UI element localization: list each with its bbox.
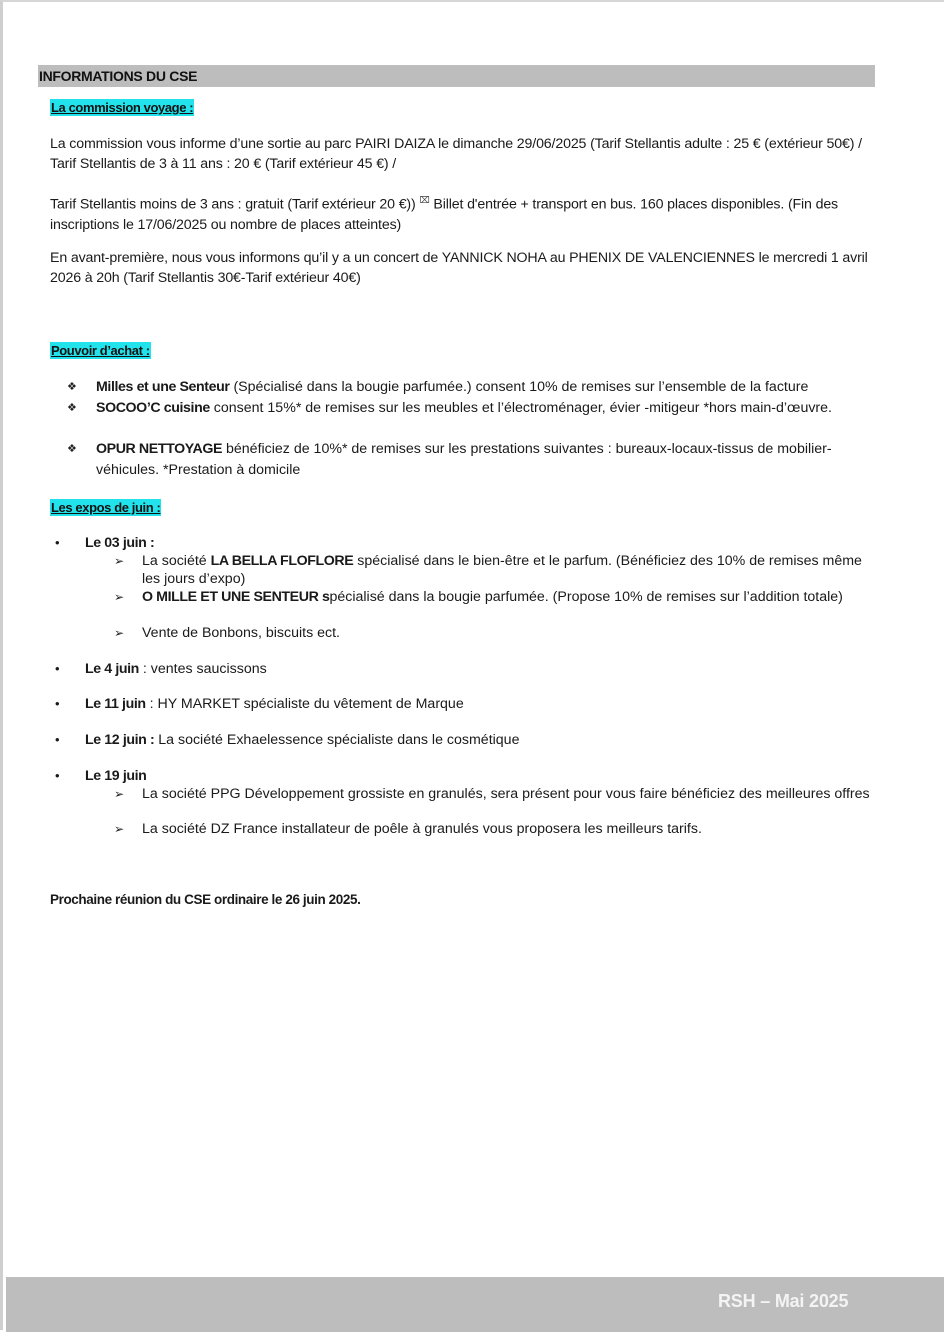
arrow-bullet-icon: ➢ [114,554,125,568]
merchant-offer: consent 15%* de remises sur les meubles et l’électroménager, évier -mitigeur *hors main-d’œuvre. [209,400,832,416]
voyage-paragraph-2-text: Tarif Stellantis moins de 3 ans : gratuit (Tarif extérieur 20 €)) [50,196,416,213]
header-band [38,65,875,87]
section-title-expos: Les expos de juin : [51,500,161,515]
section-title-voyage: La commission voyage : [51,100,194,115]
diamond-bullet-icon: ❖ [67,402,77,414]
expo-description: : ventes saucissons [138,661,267,677]
arrow-bullet-icon: ➢ [114,822,125,836]
diamond-bullet-icon: ❖ [67,381,77,393]
voyage-paragraph-1: La commission vous informe d’une sortie au parc PAIRI DAIZA le dimanche 29/06/2025 (Tarif Stellantis adulte : 25 € (extérieur 50€) / Tarif Stellantis de 3 à 11 ans : 20 € (Tarif extérieur 45 €) / [50,136,862,172]
dot-bullet-icon: • [55,661,60,676]
merchant-name: SOCOO’C cuisine [96,400,210,416]
expo-date: Le 03 juin : [85,535,155,551]
subitem-text: spécialisé dans le bien-être et le parfum. (Bénéficiez des 10% de remises même les jours d’expo) [142,553,862,587]
page-title: INFORMATIONS DU CSE [39,68,198,84]
arrow-bullet-icon: ➢ [114,590,125,604]
company-name: O MILLE ET UNE SENTEUR s [142,589,330,605]
footer-band [6,1277,944,1332]
merchant-name: OPUR NETTOYAGE [96,441,223,457]
subitem-text: La société DZ France installateur de poêle à granulés vous proposera les meilleurs tarifs. [142,821,702,837]
voyage-paragraph-concert: En avant-première, nous vous informons qu’il y a un concert de YANNICK NOHA au PHENIX DE VALENCIENNES le mercredi 1 avril 2026 à 20h (Tarif Stellantis 30€-Tarif extérieur 40€) [50,250,868,286]
footer-label: RSH – Mai 2025 [718,1291,849,1311]
expo-description: : HY MARKET spécialiste du vêtement de Marque [145,696,464,712]
merchant-offer: (Spécialisé dans la bougie parfumée.) consent 10% de remises sur l’ensemble de la facture [229,379,809,395]
subitem-text: La société PPG Développement grossiste en granulés, sera présent pour vous faire bénéficiez des meilleures offres [142,786,870,802]
dot-bullet-icon: • [55,768,60,783]
dot-bullet-icon: • [55,535,60,550]
voyage-paragraph-2-cont: Billet d'entrée + transport en bus. 160 places disponibles. (Fin des inscriptions le 17/06/2025 ou nombre de places atteintes) [50,196,839,233]
expo-date: Le 12 juin : [85,732,155,748]
expo-date: Le 4 juin [85,661,139,677]
section-title-pouvoir-achat: Pouvoir d’achat : [51,343,150,358]
company-name: LA BELLA FLOFLORE [210,553,354,569]
expo-date: Le 11 juin [85,696,146,712]
list-item [67,398,877,440]
subitem-text: Vente de Bonbons, biscuits ect. [142,625,340,641]
subitem-text: La société [142,553,211,569]
arrow-bullet-icon: ➢ [114,626,125,640]
dot-bullet-icon: • [55,696,60,711]
subitem-text: pécialisé dans la bougie parfumée. (Propose 10% de remises sur l’addition totale) [329,589,843,605]
list-item [67,377,877,397]
expo-date: Le 19 juin [85,768,147,784]
arrow-bullet-icon: ➢ [114,787,125,801]
merchant-offer: bénéficiez de 10%* de remises sur les prestations suivantes : bureaux-locaux-tissus de mobilier-véhicules. *Prestation à domicile [96,441,832,478]
list-item [67,439,877,481]
next-meeting-notice: Prochaine réunion du CSE ordinaire le 26 juin 2025. [50,892,361,907]
missing-glyph-icon: ⌧ [419,195,430,205]
diamond-bullet-icon: ❖ [67,443,77,455]
voyage-paragraph-2 [50,190,880,235]
dot-bullet-icon: • [55,732,60,747]
merchant-name: Milles et une Senteur [96,379,230,395]
expo-description: La société Exhaelessence spécialiste dans le cosmétique [154,732,520,748]
